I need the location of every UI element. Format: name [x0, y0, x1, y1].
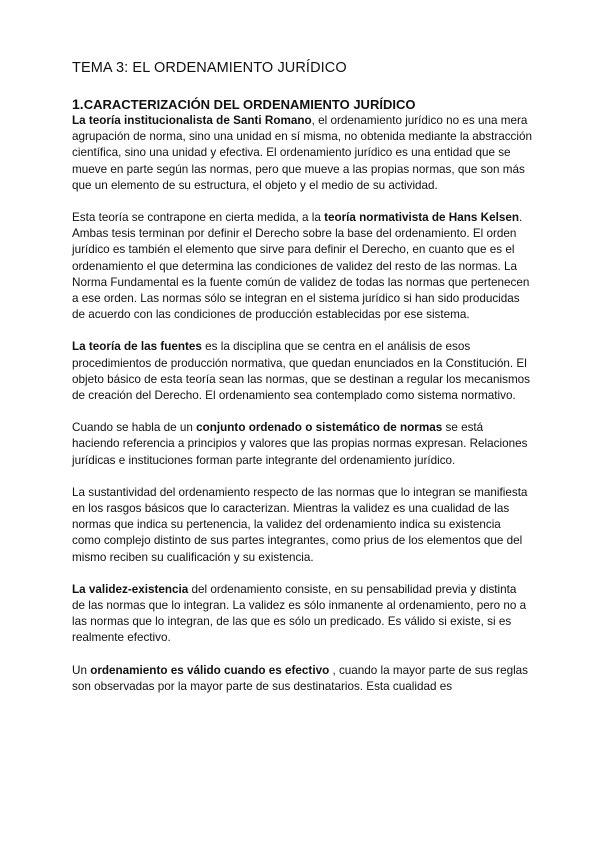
- paragraph-validez-existencia: [72, 582, 532, 647]
- paragraph-text: Un: [72, 663, 91, 677]
- paragraph-text: , cuando la mayor parte de sus reglas son observadas por la mayor parte de sus destinatarios. Esta cualidad es: [72, 663, 529, 693]
- paragraph-normativista: [72, 210, 532, 323]
- paragraph-text: es la disciplina que se centra en el análisis de esos procedimientos de producción normativa, que quedan enunciados en la Constitución. El objeto básico de esta teoría sean las normas, que se destinan a regular los mecanismos de creación del Derecho. El ordenamiento sea contemplado como sistema normativo.: [72, 340, 531, 403]
- paragraph-text: , el ordenamiento jurídico no es una mera agrupación de norma, sino una unidad en sí misma, no obtenida mediante la abstracción científica, sino una unidad y efectiva. El ordenamiento jurídico es una entidad que se mueve en parte según las normas, pero que mueve a las propias normas, que son más que un elemento de su estructura, el objeto y el medio de su actividad.: [72, 114, 532, 192]
- bold-term: teoría normativista de Hans Kelsen: [324, 211, 519, 225]
- bold-term: La teoría institucionalista de Santi Romano: [72, 114, 312, 127]
- bold-term: La validez-existencia: [72, 582, 189, 596]
- bold-term: La teoría de las fuentes: [72, 340, 202, 354]
- paragraph-text: se está haciendo referencia a principios y valores que las propias normas expresan. Relaciones jurídicas e instituciones forman parte integrante del ordenamiento jurídico.: [72, 421, 528, 467]
- paragraph-text: Esta teoría se contrapone en cierta medida, a la: [72, 211, 325, 225]
- paragraph-text: del ordenamiento consiste, en su pensabilidad previa y distinta de las normas que lo integran. La validez es sólo inmanente al ordenamiento, pero no a las normas que lo integran, de las que es sólo un predicado. Es válido si existe, si es realmente efectivo.: [72, 582, 527, 645]
- paragraph-text: Cuando se habla de un: [72, 421, 197, 435]
- section-number: 1.: [72, 96, 84, 112]
- section-heading: [72, 96, 532, 113]
- paragraph-institucionalista: [72, 113, 532, 194]
- bold-term: ordenamiento es válido cuando es efectivo: [90, 663, 330, 677]
- bold-term: conjunto ordenado o sistemático de normas: [196, 421, 443, 435]
- page-title: TEMA 3: EL ORDENAMIENTO JURÍDICO: [72, 60, 347, 76]
- paragraph-teoria-fuentes: [72, 339, 532, 404]
- paragraph-conjunto-ordenado: [72, 420, 532, 469]
- paragraph-ordenamiento-valido: [72, 663, 532, 695]
- section-heading-text: CARACTERIZACIÓN DEL ORDENAMIENTO JURÍDICO: [83, 97, 416, 112]
- document-page: [72, 60, 532, 695]
- paragraph-text: La sustantividad del ordenamiento respecto de las normas que lo integran se manifiesta en los rasgos básicos que lo caracterizan. Mientras la validez es una cualidad de las normas que indica su pertenencia, la validez del ordenamiento indica su existencia como complejo distinto de sus partes integrantes, como prius de los elementos que del mismo reciben su cualificación y su existencia.: [72, 485, 528, 564]
- paragraph-sustantividad: [72, 485, 532, 566]
- paragraph-text: . Ambas tesis terminan por definir el Derecho sobre la base del ordenamiento. El orden jurídico es también el elemento que sirve para definir el Derecho, en cuanto que es el ordenamiento el que determina las condiciones de validez del resto de las normas. La Norma Fundamental es la fuente común de validez de todas las normas que pertenecen a ese orden. Las normas sólo se integran en el sistema jurídico si han sido producidas de acuerdo con las condiciones de producción establecidas por ese sistema.: [72, 211, 530, 322]
